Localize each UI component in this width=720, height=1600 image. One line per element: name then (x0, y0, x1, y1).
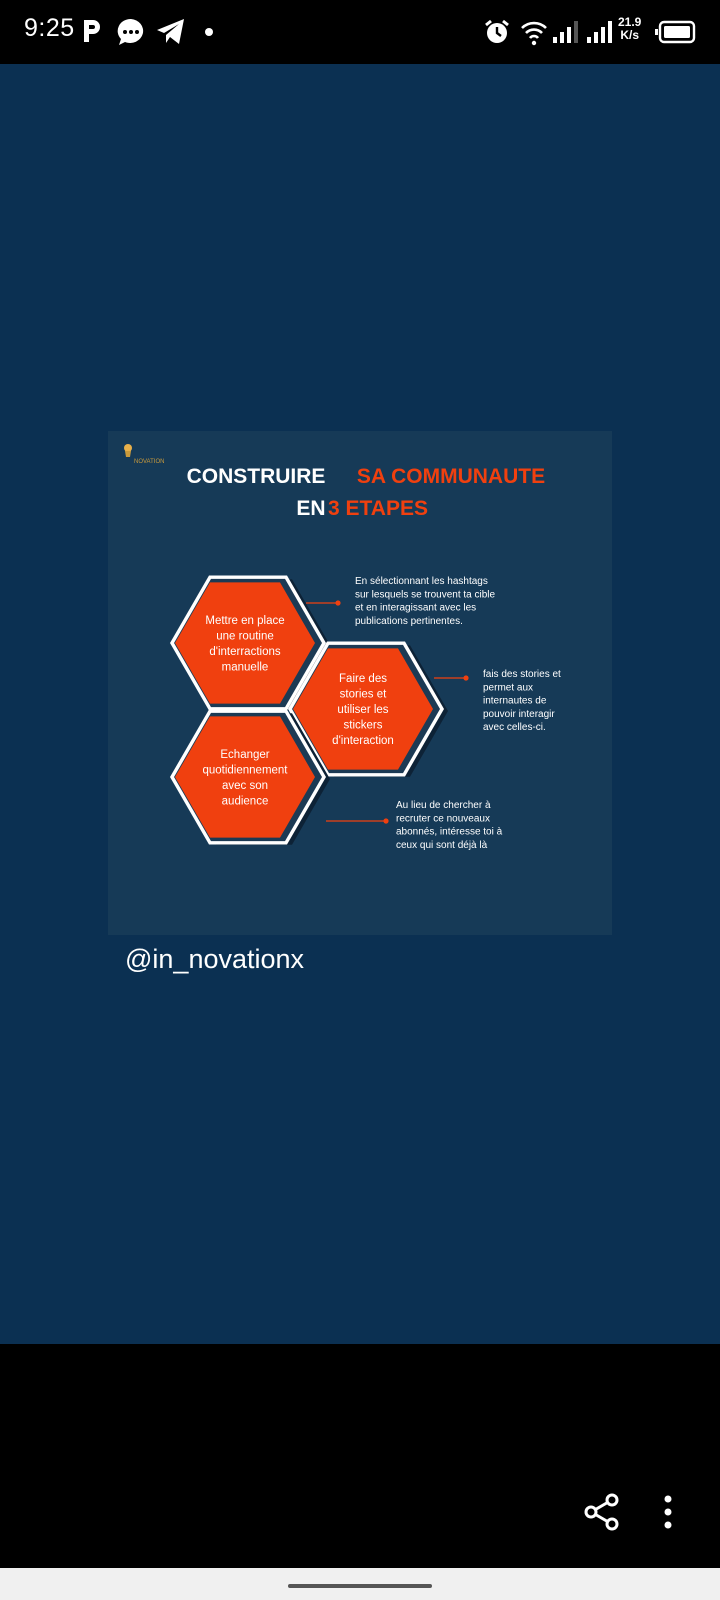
title-line2-white: EN (296, 497, 326, 520)
description-text-line: et en interagissant avec les (355, 602, 477, 614)
description-text-line: publications pertinentes. (355, 615, 463, 627)
hexagon-text-line: audience (221, 795, 269, 808)
hexagon-text-line: quotidiennement (202, 764, 288, 777)
hexagon-text-line: stickers (343, 719, 383, 732)
description-text-line: Au lieu de chercher à (396, 800, 491, 811)
description-text-line: pouvoir interagir (483, 708, 555, 720)
title-line1-white: CONSTRUIRE (186, 465, 326, 488)
gesture-handle[interactable] (288, 1584, 432, 1588)
hexagon-text-line: Echanger (220, 748, 270, 761)
more-vert-icon[interactable] (658, 1494, 678, 1530)
connector-dot (383, 818, 388, 823)
infographic (108, 431, 612, 935)
description-text-line: sur lesquels se trouvent ta cible (355, 589, 496, 601)
connector-dot (463, 675, 468, 680)
share-icon[interactable] (582, 1492, 622, 1532)
hexagon-text-line: stories et (339, 688, 387, 701)
description-text-line: En sélectionnant les hashtags (355, 576, 488, 587)
hexagon-text-line: une routine (216, 630, 274, 643)
hexagon-text-line: Mettre en place (205, 614, 285, 627)
hexagon-text-line: manuelle (221, 661, 269, 674)
alarm-icon (483, 18, 511, 46)
battery-icon (654, 20, 696, 44)
description-text-line: permet aux (483, 682, 534, 694)
logo-text: NOVATION (134, 459, 165, 465)
brand-logo (124, 444, 164, 465)
parking-app-icon (82, 18, 102, 44)
clock: 9:25 (24, 14, 75, 42)
hexagon-text-line: d'interractions (209, 645, 281, 658)
telegram-icon (156, 18, 186, 46)
connector-dot (335, 600, 340, 605)
bottom-action-bar (0, 1344, 720, 1568)
signal-icon (552, 20, 580, 44)
hexagon-text-line: avec son (221, 779, 269, 792)
description-text-line: abonnés, intéresse toi à (396, 826, 503, 838)
post-caption: @in_novationx (125, 944, 305, 974)
network-speed (618, 16, 641, 42)
description-text-line: ceux qui sont déjà là (396, 839, 488, 851)
navigation-gesture-area (0, 1568, 720, 1600)
step-description-2 (434, 669, 561, 733)
image-viewer (0, 64, 720, 1344)
step-description-3 (326, 800, 503, 851)
messages-icon (116, 17, 146, 47)
title-line2-orange: 3 ETAPES (328, 497, 428, 520)
description-text-line: recruter ce nouveaux (396, 813, 490, 825)
title-line1-orange: SA COMMUNAUTE (356, 465, 546, 488)
dot-icon (204, 27, 214, 37)
net-speed-value: 21.9 (618, 15, 642, 29)
hexagon-text-line: utiliser les (337, 704, 389, 716)
description-text-line: fais des stories et (483, 669, 561, 680)
step-description-1 (306, 576, 496, 627)
description-text-line: avec celles-ci. (483, 722, 546, 734)
post-image[interactable] (108, 431, 612, 935)
hexagon-text-line: d'interaction (332, 735, 394, 747)
wifi-icon (520, 18, 548, 46)
description-text-line: internautes de (483, 695, 547, 707)
hexagon-text-line: Faire des (339, 673, 387, 685)
status-bar (0, 0, 720, 64)
net-speed-unit: K/s (620, 28, 640, 42)
signal-icon (586, 20, 614, 44)
